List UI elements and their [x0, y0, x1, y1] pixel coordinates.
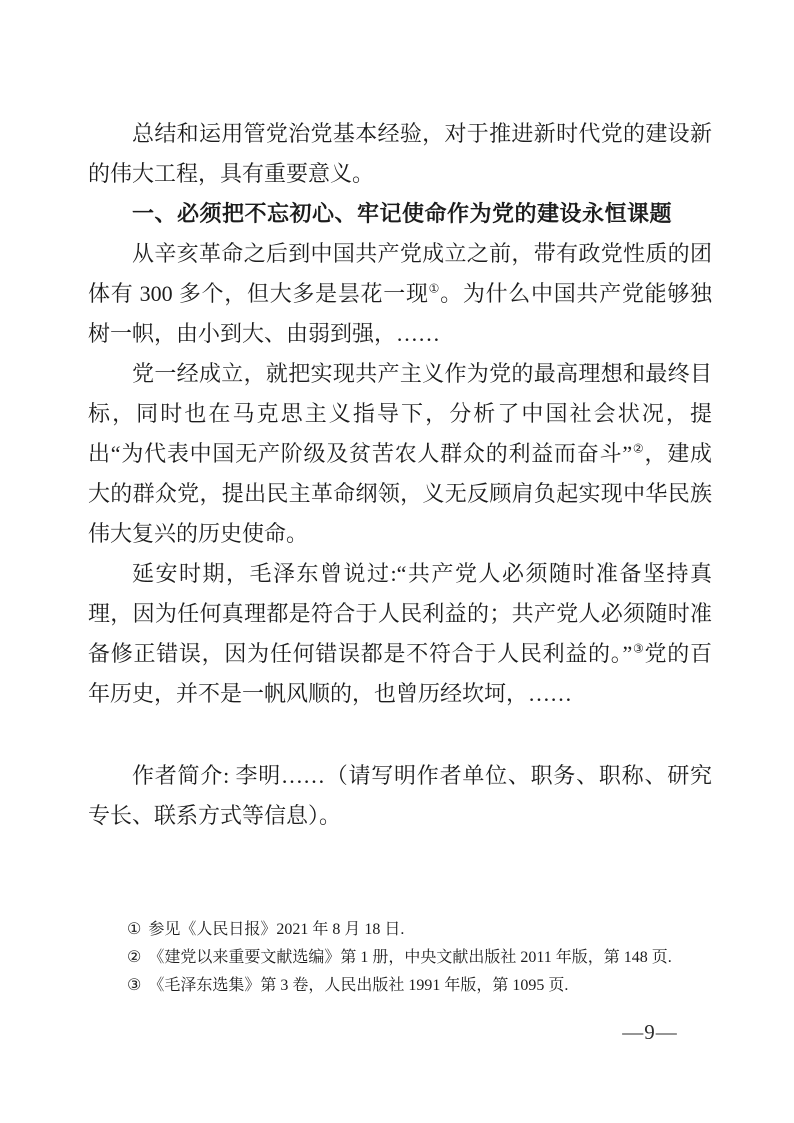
paragraph-text: ，建成大的群众党，提出民主革命纲领，义无反顾肩负起实现中华民族伟大复兴的历史使命。 [88, 441, 712, 546]
paragraph-text: 党一经成立，就把实现共产主义作为党的最高理想和最终目标，同时也在马克思主义指导下，分析了中国社会状况，提出“为代表中国无产阶级及贫苦农人群众的利益而奋斗” [88, 361, 712, 466]
footnote-1-marker: ① [127, 921, 142, 938]
section-heading-text: 一、必须把不忘初心、牢记使命作为党的建设永恒课题 [132, 201, 673, 226]
footnote-3 [127, 972, 727, 1000]
footnote-2 [127, 944, 727, 972]
paragraph-history [88, 234, 712, 354]
section-heading [88, 194, 712, 234]
paragraph-yanan [88, 554, 712, 714]
paragraph-founding [88, 354, 712, 554]
paragraph-text: 总结和运用管党治党基本经验，对于推进新时代党的建设新的伟大工程，具有重要意义。 [88, 121, 712, 186]
paragraph-text: 延安时期，毛泽东曾说过:“共产党人必须随时准备坚持真理，因为任何真理都是符合于人民利益的；共产党人必须随时准备修正错误，因为任何错误都是不符合于人民利益的。” [88, 561, 712, 666]
paragraph-text: 党的百年历史，并不是一帆风顺的，也曾历经坎坷，…… [88, 641, 712, 706]
footnote-1 [127, 916, 727, 944]
paragraph-intro [88, 114, 712, 194]
footnote-2-marker: ② [127, 949, 142, 966]
footnote-1-text: 参见《人民日报》2021 年 8 月 18 日. [148, 921, 405, 938]
footnote-3-text: 《毛泽东选集》第 3 卷，人民出版社 1991 年版，第 1095 页. [148, 977, 569, 994]
article-body [88, 114, 712, 836]
footnote-3-marker: ③ [127, 977, 142, 994]
footnote-ref-1: ① [428, 281, 441, 296]
footnotes-block [127, 916, 727, 1000]
footnote-ref-2: ② [632, 441, 645, 456]
footnote-2-text: 《建党以来重要文献选编》第 1 册，中央文献出版社 2011 年版，第 148 页. [148, 949, 672, 966]
author-note [88, 756, 712, 836]
page-number: —9— [622, 1020, 678, 1044]
author-note-text: 作者简介: 李明……（请写明作者单位、职务、职称、研究专长、联系方式等信息）。 [88, 763, 712, 828]
paragraph-text: 。为什么中国共产党能够独树一帜，由小到大、由弱到强，…… [88, 281, 712, 346]
paragraph-text: 从辛亥革命之后到中国共产党成立之前，带有政党性质的团体有 300 多个，但大多是昙花一现 [88, 241, 712, 306]
footnote-ref-3: ③ [632, 641, 645, 656]
